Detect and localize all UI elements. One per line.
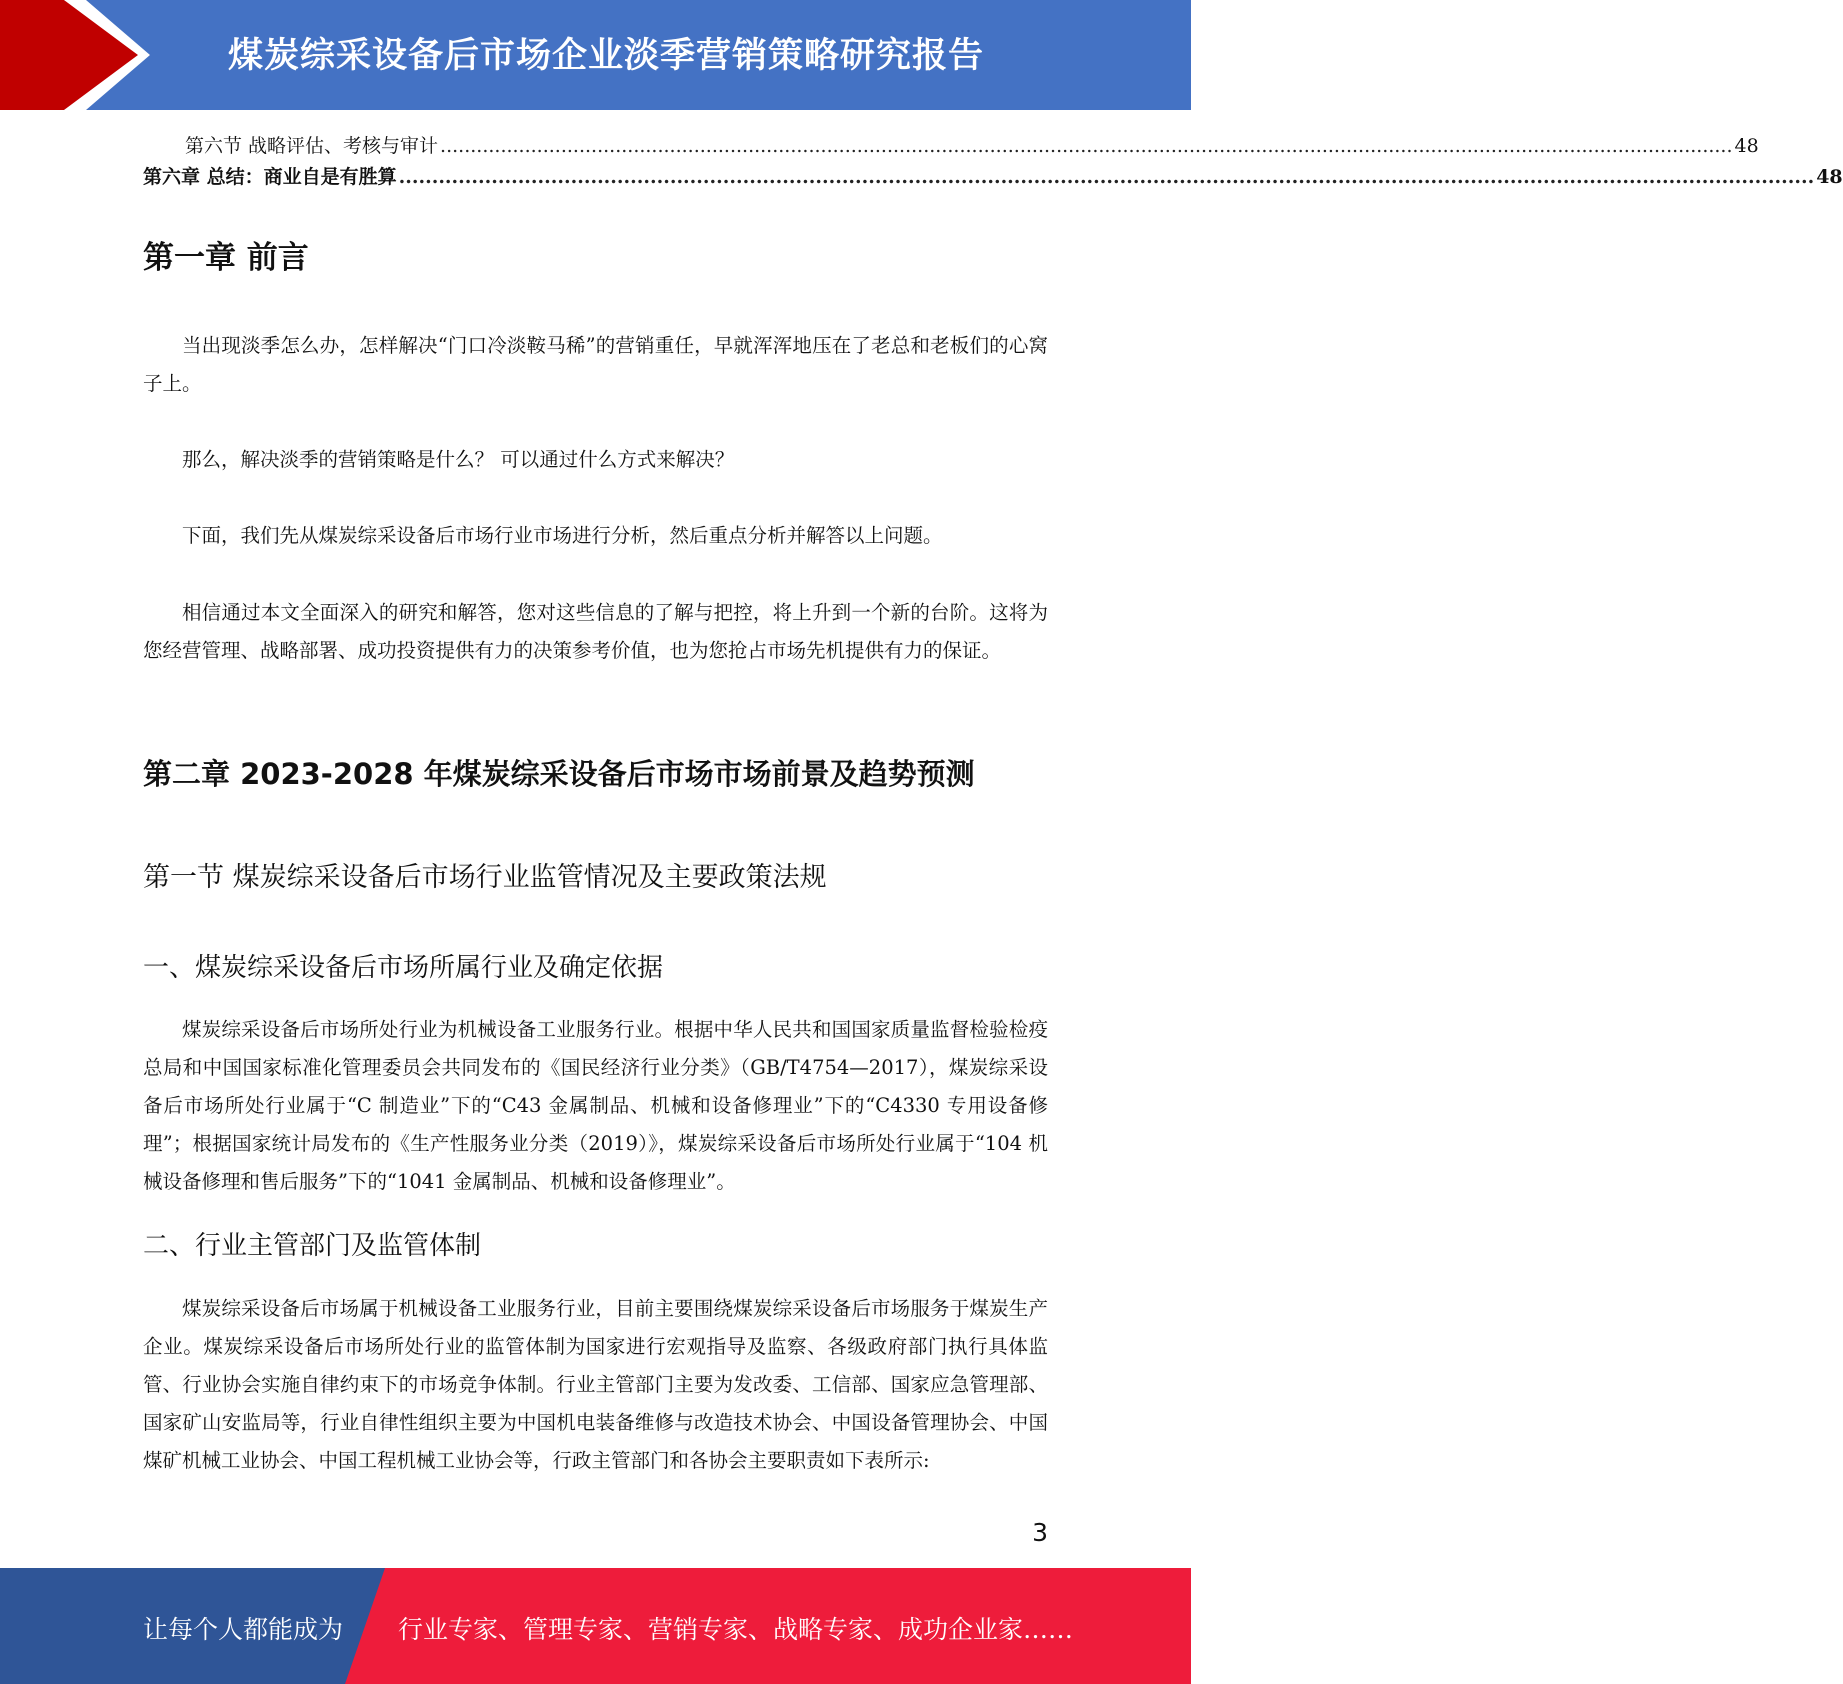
chevron-arrow-icon	[0, 0, 160, 110]
toc-leader-dots: ......................................................................................................................................................................................................................	[398, 166, 1815, 188]
toc-entry-page: 48	[1816, 166, 1843, 188]
toc-entry[interactable]	[143, 131, 1759, 158]
chapter-heading: 第一章 前言	[143, 240, 309, 276]
body-paragraph: 煤炭综采设备后市场属于机械设备工业服务行业，目前主要围绕煤炭综采设备后市场服务于煤炭生产企业。煤炭综采设备后市场所处行业的监管体制为国家进行宏观指导及监察、各级政府部门执行具体监管、行业协会实施自律约束下的市场竞争体制。行业主管部门主要为发改委、工信部、国家应急管理部、国家矿山安监局等，行业自律性组织主要为中国机电装备维修与改造技术协会、中国设备管理协会、中国煤矿机械工业协会、中国工程机械工业协会等，行政主管部门和各协会主要职责如下表所示:	[143, 1297, 1048, 1472]
subsection-heading: 一、煤炭综采设备后市场所属行业及确定依据	[143, 953, 664, 983]
chapter-heading: 第二章 2023-2028 年煤炭综采设备后市场市场前景及趋势预测	[143, 757, 975, 791]
page-number: 3	[1032, 1518, 1048, 1547]
toc-entry-label: 第六节 战略评估、考核与审计	[185, 135, 439, 157]
body-paragraph: 相信通过本文全面深入的研究和解答，您对这些信息的了解与把控，将上升到一个新的台阶。这将为您经营管理、战略部署、成功投资提供有力的决策参考价值，也为您抢占市场先机提供有力的保证。	[143, 601, 1048, 662]
page-header	[0, 0, 1191, 110]
toc-leader-dots: ......................................................................................................................................................................................................................	[440, 135, 1733, 157]
toc-entry-label: 第六章 总结：商业自是有胜算	[143, 166, 397, 188]
body-paragraph: 当出现淡季怎么办，怎样解决“门口冷淡鞍马稀”的营销重任，早就浑浑地压在了老总和老板们的心窝子上。	[143, 334, 1048, 395]
section-heading: 第一节 煤炭综采设备后市场行业监管情况及主要政策法规	[143, 862, 827, 893]
footer-slogan-right: 行业专家、管理专家、营销专家、战略专家、成功企业家……	[398, 1615, 1074, 1644]
toc-entry[interactable]	[143, 162, 1843, 189]
body-paragraph: 那么，解决淡季的营销策略是什么？ 可以通过什么方式来解决？	[182, 448, 735, 471]
body-paragraph: 下面，我们先从煤炭综采设备后市场行业市场进行分析，然后重点分析并解答以上问题。	[182, 524, 943, 547]
page-footer	[0, 1568, 1191, 1684]
subsection-heading: 二、行业主管部门及监管体制	[143, 1231, 482, 1261]
report-title: 煤炭综采设备后市场企业淡季营销策略研究报告	[228, 36, 985, 76]
body-paragraph: 煤炭综采设备后市场所处行业为机械设备工业服务行业。根据中华人民共和国国家质量监督检验检疫总局和中国国家标准化管理委员会共同发布的《国民经济行业分类》（GB/T4754—2017），煤炭综采设备后市场所处行业属于“C 制造业”下的“C43 金属制品、机械和设备修理业”下的“C4330 专用设备修理”；根据国家统计局发布的《生产性服务业分类（2019）》，煤炭综采设备后市场所处行业属于“104 机械设备修理和售后服务”下的“1041 金属制品、机械和设备修理业”。	[143, 1018, 1048, 1193]
toc-entry-page: 48	[1734, 135, 1759, 157]
footer-slogan-left: 让每个人都能成为	[143, 1615, 344, 1644]
